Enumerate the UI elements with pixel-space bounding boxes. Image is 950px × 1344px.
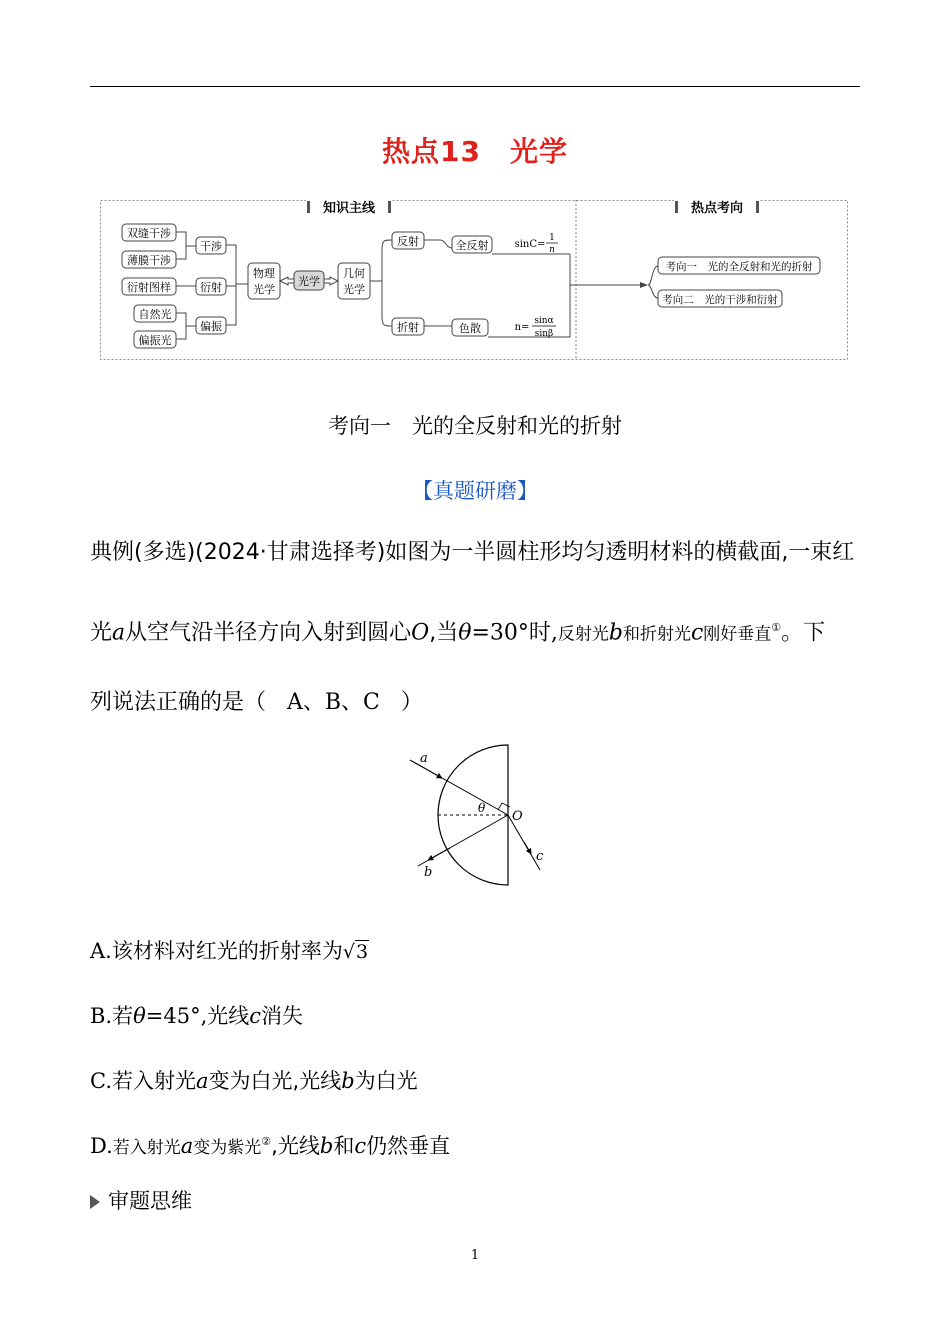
var-a: a <box>112 620 126 646</box>
question-line-2: 光a从空气沿半径方向入射到圆心O,当θ=30°时,反射光b和折射光c刚好垂直①。下 <box>90 620 826 646</box>
page-title: 热点13 光学 <box>382 135 568 168</box>
node-dispersion: 色散 <box>459 322 481 335</box>
formula-critical-angle-denominator: n <box>549 245 555 255</box>
subsection-title: 【真题研磨】 <box>412 479 538 503</box>
node-double-slit: 双缝干涉 <box>127 227 171 240</box>
answer: A、B、C <box>287 690 380 715</box>
node-diffraction-pattern: 衍射图样 <box>127 281 171 294</box>
sqrt-symbol: √3 <box>342 941 369 963</box>
var-b: b <box>608 620 623 646</box>
thinking-section[interactable] <box>90 1185 192 1215</box>
formula-critical-angle-numerator: 1 <box>549 233 555 243</box>
var-c: c <box>690 620 704 646</box>
page-number: 1 <box>470 1248 480 1263</box>
topic-1: 考向一 光的全反射和光的折射 <box>665 261 813 273</box>
label-a: a <box>420 751 428 766</box>
node-geometric-optics-line1: 几何 <box>343 267 365 280</box>
mindmap-left-header: 知识主线 <box>322 201 376 216</box>
question-line-3: 列说法正确的是（ A、B、C ） <box>90 690 423 715</box>
node-polarization: 偏振 <box>200 320 222 333</box>
option-d: D.若入射光a变为紫光②,光线b和c仍然垂直 <box>90 1134 451 1158</box>
formula-critical-angle: sinC= <box>514 239 546 250</box>
topic-2: 考向二 光的干涉和衍射 <box>662 294 778 306</box>
formula-refractive-index: n= <box>514 322 530 333</box>
annotation-mark-1: ① <box>771 621 782 634</box>
node-natural-light: 自然光 <box>138 308 172 321</box>
node-physical-optics-line1: 物理 <box>253 267 275 280</box>
semicylinder-figure <box>400 740 550 890</box>
label-theta: θ <box>478 801 486 815</box>
node-reflection: 反射 <box>397 235 419 248</box>
formula-refractive-index-numerator: sinα <box>534 316 554 326</box>
var-theta: θ <box>458 620 472 646</box>
formula-refractive-index-denominator: sinβ <box>534 329 554 339</box>
label-c: c <box>536 849 544 864</box>
node-geometric-optics-line2: 光学 <box>343 283 365 296</box>
annotation-mark-2: ② <box>261 1135 272 1148</box>
node-diffraction: 衍射 <box>200 281 222 294</box>
mindmap-right-header: 热点考向 <box>690 201 744 216</box>
option-b: B.若θ=45°,光线c消失 <box>90 1004 304 1028</box>
node-interference: 干涉 <box>200 240 222 253</box>
label-b: b <box>424 865 433 880</box>
question-line-1: 典例(多选)(2024·甘肃选择考)如图为一半圆柱形均匀透明材料的横截面,一束红 <box>90 540 855 565</box>
header-rule <box>90 86 860 87</box>
node-refraction: 折射 <box>397 321 419 334</box>
node-polarized-light: 偏振光 <box>138 334 172 347</box>
option-c: C.若入射光a变为白光,光线b为白光 <box>90 1069 418 1093</box>
knowledge-mindmap <box>100 200 848 360</box>
node-thin-film: 薄膜干涉 <box>127 254 171 267</box>
node-optics: 光学 <box>298 275 320 288</box>
section-title: 考向一 光的全反射和光的折射 <box>328 414 622 438</box>
var-O: O <box>411 620 430 646</box>
node-total-reflection: 全反射 <box>455 239 489 252</box>
triangle-right-icon <box>90 1195 100 1209</box>
thinking-label: 审题思维 <box>108 1189 192 1213</box>
option-a: A.该材料对红光的折射率为√3 <box>90 939 369 963</box>
label-O: O <box>512 809 523 824</box>
node-physical-optics-line2: 光学 <box>253 283 275 296</box>
